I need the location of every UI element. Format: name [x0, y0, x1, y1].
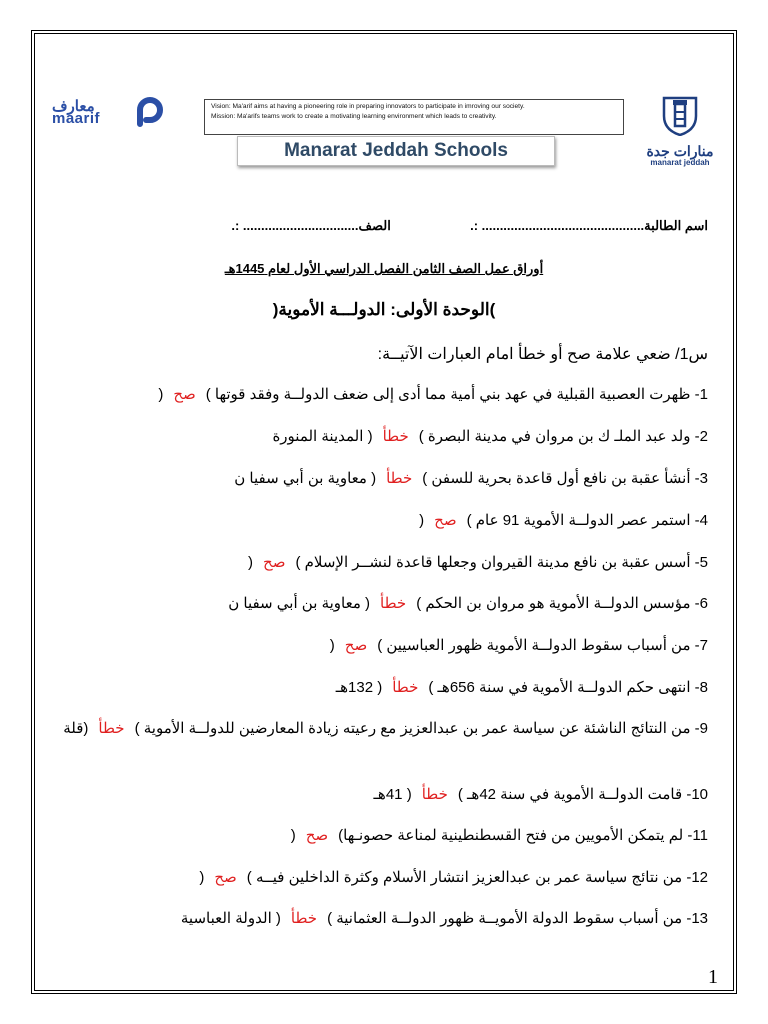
- statement-item: [40, 385, 708, 403]
- maarif-logo-arabic: معارف: [52, 98, 95, 115]
- statement-item: [40, 719, 708, 739]
- statement-item: [40, 826, 708, 844]
- manarat-logo: [640, 94, 720, 174]
- statement-item: [40, 553, 708, 571]
- answer-mark: صح: [173, 386, 196, 403]
- statement-text: 9- من النتائج الناشئة عن سياسة عمر بن عبدالعزيز مع رعيته زيادة المعارضين للدولــة الأموية ): [134, 720, 708, 737]
- statement-text: 7- من أسباب سقوط الدولــة الأموية ظهور العباسيين ): [377, 637, 708, 654]
- statement-text: 12- من نتائج سياسة عمر بن عبدالعزيز انتشار الأسلام وكثرة الداخلين فيــه ): [246, 869, 708, 886]
- statement-text: 10- قامت الدولــة الأموية في سنة 42هـ ): [457, 786, 708, 803]
- unit-title: )الوحدة الأولى: الدولـــة الأموية(: [272, 300, 496, 319]
- answer-mark: خطأ: [380, 595, 407, 612]
- statement-text: 5- أسس عقبة بن نافع مدينة القيروان وجعلها قاعدة لنشــر الإسلام ): [295, 554, 708, 571]
- correction-text: (: [199, 869, 205, 886]
- correction-text: (: [329, 637, 335, 654]
- statement-item: [40, 469, 708, 487]
- correction-text: ( المدينة المنورة: [272, 428, 373, 445]
- vision-text: Vision: Ma'arif aims at having a pioneering role in preparing innovators to participate in imroving our society.: [211, 103, 525, 110]
- answer-mark: خطأ: [98, 720, 125, 737]
- answer-mark: خطأ: [290, 910, 318, 927]
- maarif-mark-icon: [134, 96, 166, 128]
- statement-item: [40, 909, 708, 927]
- answer-mark: خطأ: [421, 786, 448, 803]
- answer-mark: خطأ: [386, 470, 413, 487]
- statement-item: [40, 427, 708, 445]
- statement-text: 1- ظهرت العصبية القبلية في عهد بني أمية مما أدى إلى ضعف الدولــة وفقد قوتها ): [205, 386, 708, 403]
- page-number: 1: [708, 966, 718, 988]
- correction-text: (: [248, 554, 254, 571]
- worksheet-title: أوراق عمل الصف الثامن الفصل الدراسي الأول لعام 1445هـ: [224, 261, 544, 276]
- statement-item: [40, 594, 708, 612]
- class-field[interactable]: ................................ :.: [231, 218, 359, 233]
- correction-text: ( معاوية بن أبي سفيا ن: [228, 595, 371, 612]
- student-info-line: [40, 218, 708, 234]
- answer-mark: صح: [305, 827, 329, 844]
- statement-item: [40, 511, 708, 529]
- manarat-logo-arabic: منارات جدة: [646, 143, 714, 159]
- student-name-field[interactable]: ............................................. :.: [470, 218, 645, 233]
- statement-text: 2- ولد عبد الملـ ك بن مروان في مدينة البصرة ): [418, 428, 708, 445]
- mission-text: Mission: Ma'arifs teams work to create a motivating learning environment which leads to creativity.: [211, 112, 497, 120]
- correction-text: (قلة: [63, 720, 89, 737]
- statement-item: [40, 636, 708, 654]
- correction-text: ( 132هـ: [335, 679, 383, 696]
- answer-mark: خطأ: [382, 428, 409, 445]
- statement-item: [40, 785, 708, 803]
- correction-text: (: [419, 512, 425, 529]
- statement-text: 13- من أسباب سقوط الدولة الأمويــة ظهور الدولــة العثمانية ): [327, 910, 708, 927]
- lighthouse-shield-icon: [660, 94, 700, 136]
- statement-item: [40, 868, 708, 886]
- statement-text: 4- استمر عصر الدولــة الأموية 91 عام ): [466, 512, 708, 529]
- maarif-logo: [52, 97, 172, 129]
- statement-text: 3- أنشأ عقبة بن نافع أول قاعدة بحرية للسفن ): [422, 470, 708, 487]
- correction-text: (: [158, 386, 164, 403]
- answer-mark: خطأ: [392, 679, 419, 696]
- question-intro: س1/ ضعي علامة صح أو خطأ امام العبارات الآتيــة:: [377, 346, 708, 363]
- answer-mark: صح: [434, 512, 457, 529]
- correction-text: ( 41هـ: [373, 786, 412, 803]
- statement-text: 6- مؤسس الدولــة الأموية هو مروان بن الحكم ): [416, 595, 708, 612]
- manarat-logo-english: manarat jeddah: [650, 158, 710, 167]
- class-label: الصف: [358, 218, 391, 233]
- correction-text: (: [290, 827, 296, 844]
- vision-mission-box: [204, 99, 624, 135]
- answer-mark: صح: [263, 554, 286, 571]
- statement-item: [40, 678, 708, 696]
- maarif-logo-english: maarif: [52, 110, 101, 127]
- statement-text: 8- انتهى حكم الدولــة الأموية في سنة 656هـ ): [428, 679, 708, 696]
- correction-text: ( الدولة العباسية: [180, 910, 281, 927]
- school-name-banner: Manarat Jeddah Schools: [237, 136, 555, 166]
- correction-text: ( معاوية بن أبي سفيا ن: [234, 470, 377, 487]
- student-name-label: اسم الطالبة: [644, 218, 708, 233]
- answer-mark: صح: [214, 869, 237, 886]
- statement-text: 11- لم يتمكن الأمويين من فتح القسطنطينية لمناعة حصونـها): [338, 827, 708, 844]
- answer-mark: صح: [344, 637, 368, 654]
